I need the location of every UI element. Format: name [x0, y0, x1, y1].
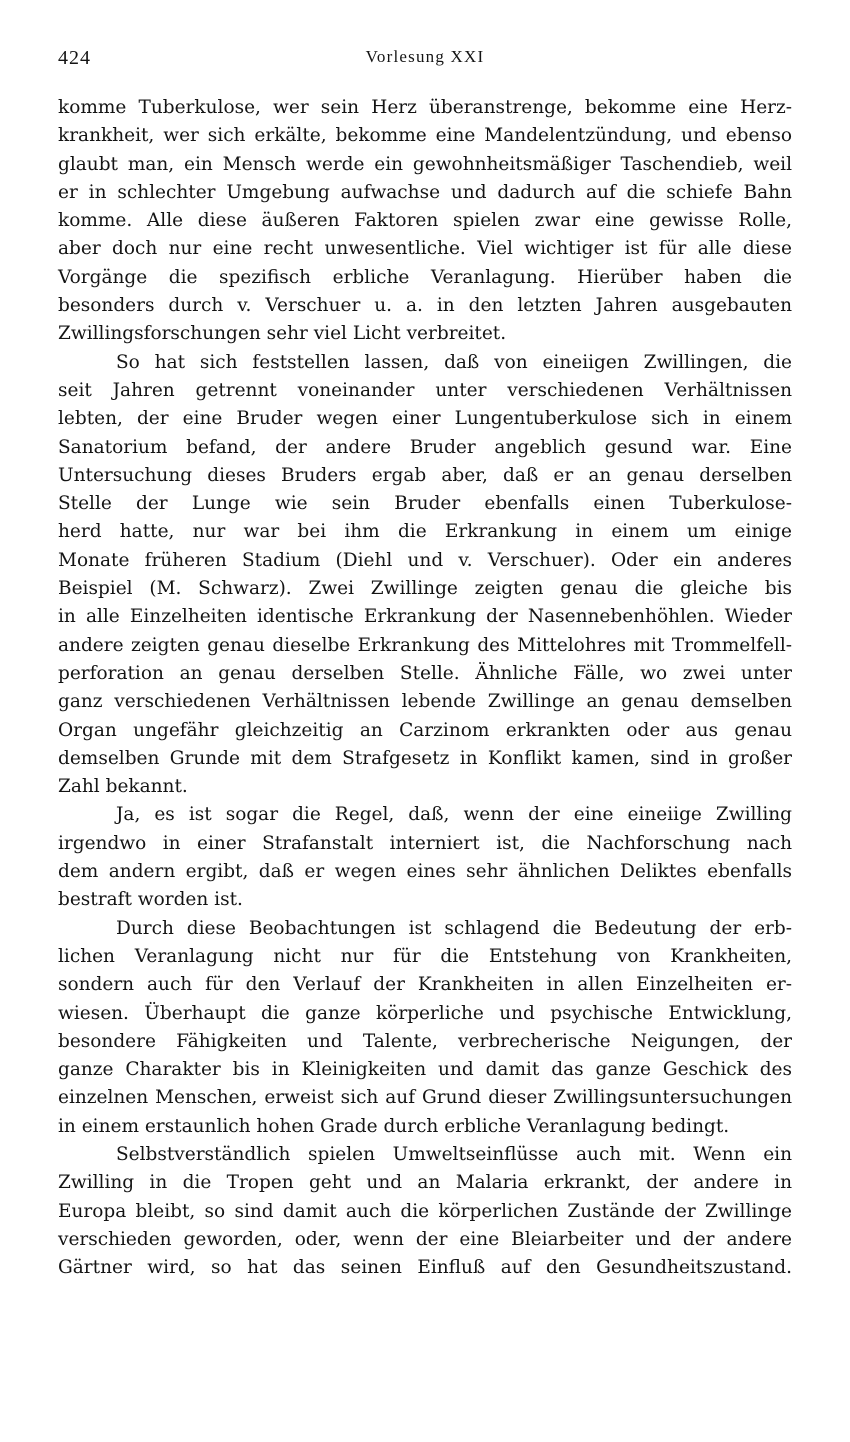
text-line: aber doch nur eine recht unwesentliche. Viel wichtiger ist für alle diese [58, 238, 792, 260]
text-line: komme. Alle diese äußeren Faktoren spielen zwar eine gewisse Rolle, [58, 210, 792, 232]
text-line: Organ ungefähr gleichzeitig an Carzinom erkrankten oder aus genau [58, 719, 792, 741]
text-line: dem andern ergibt, daß er wegen eines sehr ähnlichen Deliktes ebenfalls [58, 861, 792, 883]
text-line: Europa bleibt, so sind damit auch die körperlichen Zustände der Zwillinge [58, 1200, 792, 1222]
text-line: in einem erstaunlich hohen Grade durch erbliche Veranlagung bedingt. [58, 1115, 730, 1137]
text-line: Zwillingsforschungen sehr viel Licht verbreitet. [58, 323, 507, 345]
text-line: lebten, der eine Bruder wegen einer Lungentuberkulose sich in einem [58, 408, 792, 430]
text-line: krankheit, wer sich erkälte, bekomme eine Mandelentzündung, und ebenso [58, 125, 792, 147]
text-line: Stelle der Lunge wie sein Bruder ebenfalls einen Tuberkulose- [58, 493, 792, 515]
text-line: So hat sich feststellen lassen, daß von eineiigen Zwillingen, die [116, 351, 792, 373]
running-head: Vorlesung XXI [365, 47, 485, 66]
text-line: Zahl bekannt. [58, 776, 188, 798]
text-line: wiesen. Überhaupt die ganze körperliche und psychische Entwicklung, [58, 1002, 792, 1024]
text-line: Vorgänge die spezifisch erbliche Veranlagung. Hierüber haben die [58, 266, 792, 288]
text-line: herd hatte, nur war bei ihm die Erkrankung in einem um einige [58, 521, 792, 543]
text-line: verschieden geworden, oder, wenn der eine Bleiarbeiter und der andere [58, 1228, 792, 1250]
text-line: glaubt man, ein Mensch werde ein gewohnheitsmäßiger Taschendieb, weil [58, 153, 792, 175]
text-line: Gärtner wird, so hat das seinen Einfluß auf den Gesundheitszustand. [58, 1257, 792, 1279]
text-line: perforation an genau derselben Stelle. Ähnliche Fälle, wo zwei unter [58, 662, 792, 684]
text-line: Selbstverständlich spielen Umweltseinflüsse auch mit. Wenn ein [116, 1143, 792, 1165]
text-line: komme Tuberkulose, wer sein Herz überanstrenge, bekomme eine Herz- [58, 97, 792, 118]
text-line: Monate früheren Stadium (Diehl und v. Verschuer). Oder ein anderes [58, 549, 792, 571]
text-line: seit Jahren getrennt voneinander unter verschiedenen Verhältnissen [58, 379, 792, 401]
text-line: Durch diese Beobachtungen ist schlagend die Bedeutung der erb- [116, 917, 792, 939]
page-header [58, 47, 792, 75]
text-line: Zwilling in die Tropen geht und an Malaria erkrankt, der andere in [58, 1172, 792, 1194]
paragraph [58, 349, 792, 802]
text-line: andere zeigten genau dieselbe Erkrankung des Mittelohres mit Trommelfell- [58, 634, 792, 656]
text-line: ganze Charakter bis in Kleinigkeiten und damit das ganze Geschick des [58, 1059, 792, 1081]
text-line: lichen Veranlagung nicht nur für die Entstehung von Krankheiten, [58, 945, 792, 967]
text-line: Ja, es ist sogar die Regel, daß, wenn der eine eineiige Zwilling [116, 804, 792, 826]
text-line: besonders durch v. Verschuer u. a. in den letzten Jahren ausgebauten [58, 295, 792, 317]
paragraph [58, 94, 792, 349]
text-line: irgendwo in einer Strafanstalt interniert ist, die Nachforschung nach [58, 832, 792, 854]
text-line: bestraft worden ist. [58, 889, 243, 911]
page-number: 424 [58, 47, 91, 69]
text-line: einzelnen Menschen, erweist sich auf Grund dieser Zwillingsuntersuchungen [58, 1087, 792, 1109]
paragraph [58, 915, 792, 1141]
paragraph [58, 1141, 792, 1282]
text-line: er in schlechter Umgebung aufwachse und dadurch auf die schiefe Bahn [58, 181, 792, 203]
text-line: ganz verschiedenen Verhältnissen lebende Zwillinge an genau demselben [58, 691, 792, 713]
body-text [58, 94, 792, 1282]
paragraph [58, 801, 792, 914]
text-line: Sanatorium befand, der andere Bruder angeblich gesund war. Eine [58, 436, 792, 458]
text-line: Untersuchung dieses Bruders ergab aber, daß er an genau derselben [58, 464, 792, 486]
text-line: in alle Einzelheiten identische Erkrankung der Nasennebenhöhlen. Wieder [58, 606, 792, 628]
text-line: demselben Grunde mit dem Strafgesetz in Konflikt kamen, sind in großer [58, 747, 792, 769]
text-line: besondere Fähigkeiten und Talente, verbrecherische Neigungen, der [58, 1030, 792, 1052]
text-line: Beispiel (M. Schwarz). Zwei Zwillinge zeigten genau die gleiche bis [58, 578, 792, 600]
text-line: sondern auch für den Verlauf der Krankheiten in allen Einzelheiten er- [58, 974, 792, 996]
